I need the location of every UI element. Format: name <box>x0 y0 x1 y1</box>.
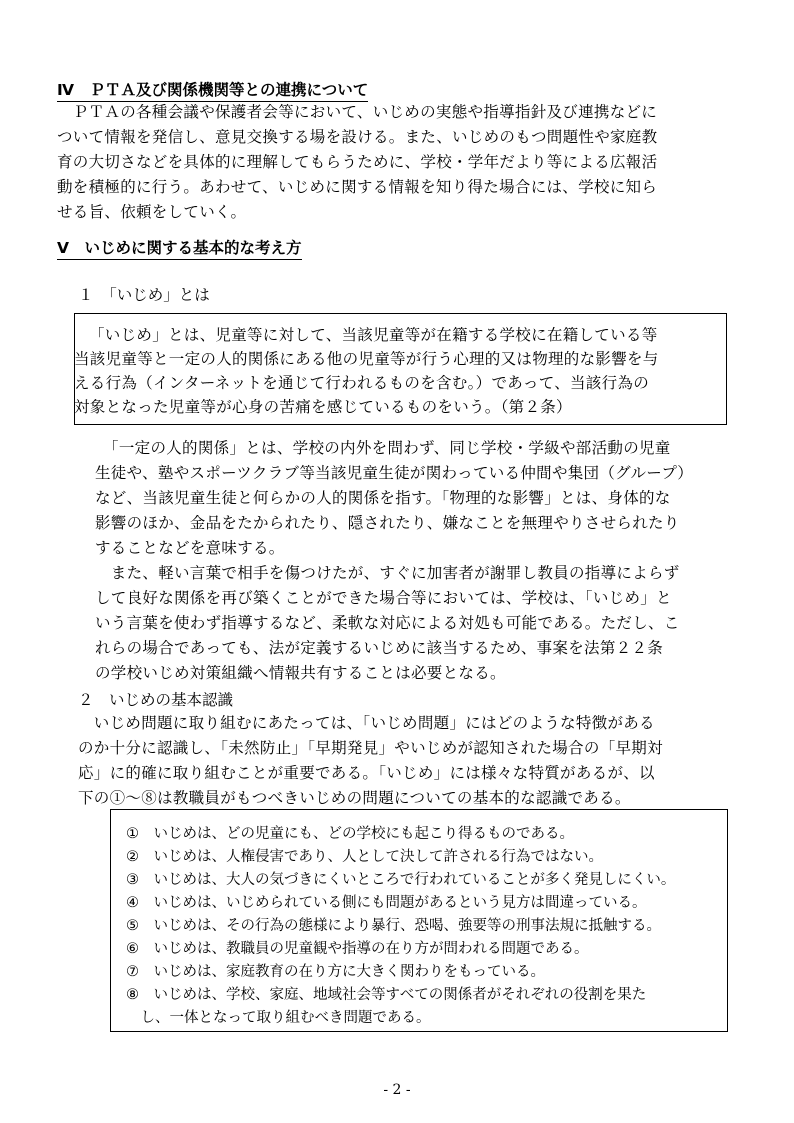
text-line: のか十分に認識し、「未然防止」「早期発見」やいじめが認知された場合の「早期対 <box>78 739 663 757</box>
box-line: 当該児童等と一定の人的関係にある他の児童等が行う心理的又は物理的な影響を与 <box>74 350 659 368</box>
text-line: の学校いじめ対策組織へ情報共有することは必要となる。 <box>95 664 506 682</box>
text-line: 動を積極的に行う。あわせて、いじめに関する情報を知り得た場合には、学校に知ら <box>57 178 658 196</box>
text-line: 応」に的確に取り組むことが重要である。「いじめ」には様々な特質があるが、以 <box>78 764 655 782</box>
section-4-heading: Ⅳ ＰＴＡ及び関係機関等との連携について <box>57 78 368 102</box>
list-item: ⑥ いじめは、教職員の児童観や指導の在り方が問われる問題である。 <box>126 941 589 957</box>
list-item: ⑤ いじめは、その行為の態様により暴行、恐喝、強要等の刑事法規に抵触する。 <box>126 918 661 934</box>
page-number: - 2 - <box>383 1082 411 1098</box>
text-line: など、当該児童生徒と何らかの人的関係を指す。「物理的な影響」とは、身体的な <box>95 489 671 507</box>
subsection-2-title: ２ いじめの基本認識 <box>78 691 234 709</box>
text-line: 「一定の人的関係」とは、学校の内外を問わず、同じ学校・学級や部活動の児童 <box>95 439 671 457</box>
basic-recognition-box <box>110 809 728 1032</box>
box-line: 対象となった児童等が心身の苦痛を感じているものをいう。（第２条） <box>74 398 572 416</box>
text-line: して良好な関係を再び築くことができた場合等においては、学校は、「いじめ」と <box>95 589 672 607</box>
list-item: ③ いじめは、大人の気づきにくいところで行われていることが多く発見しにくい。 <box>126 872 676 888</box>
text-line: することなどを意味する。 <box>95 539 285 557</box>
box-line: 「いじめ」とは、児童等に対して、当該児童等が在籍する学校に在籍している等 <box>89 326 658 344</box>
text-line: 育の大切さなどを具体的に理解してもらうために、学校・学年だより等による広報活 <box>57 153 658 171</box>
text-line: また、軽い言葉で相手を傷つけたが、すぐに加害者が謝罪し教員の指導によらず <box>95 564 680 582</box>
text-line: 生徒や、塾やスポーツクラブ等当該児童生徒が関わっている仲間や集団（グループ） <box>95 464 694 482</box>
list-item: ④ いじめは、いじめられている側にも問題があるという見方は間違っている。 <box>126 895 647 911</box>
text-line: ついて情報を発信し、意見交換する場を設ける。また、いじめのもつ問題性や家庭教 <box>57 128 658 146</box>
text-line: せる旨、依頼をしていく。 <box>57 203 247 221</box>
list-item: ⑦ いじめは、家庭教育の在り方に大きく関わりをもっている。 <box>126 964 545 980</box>
text-line: いじめ問題に取り組むにあたっては、「いじめ問題」にはどのような特徴がある <box>78 714 655 732</box>
subsection-1-title: １ 「いじめ」とは <box>78 286 210 304</box>
text-line: 影響のほか、金品をたかられたり、隠されたり、嫌なことを無理やりさせられたり <box>95 514 680 532</box>
text-line: ＰＴＡの各種会議や保護者会等において、いじめの実態や指導指針及び連携などに <box>57 103 658 121</box>
section-5-heading: Ⅴ いじめに関する基本的な考え方 <box>57 236 302 260</box>
text-line: 下の①～⑧は教職員がもつべきいじめの問題についての基本的な認識である。 <box>78 789 631 807</box>
list-item: ① いじめは、どの児童にも、どの学校にも起こり得るものである。 <box>126 826 574 842</box>
box-line: える行為（インターネットを通じて行われるものを含む。）であって、当該行為の <box>74 374 649 392</box>
list-item: し、一体となって取り組むべき問題である。 <box>126 1010 431 1026</box>
text-line: いう言葉を使わず指導するなど、柔軟な対応による対処も可能である。ただし、こ <box>95 614 680 632</box>
definition-box <box>74 313 727 425</box>
text-line: れらの場合であっても、法が定義するいじめに該当するため、事案を法第２２条 <box>95 639 664 657</box>
list-item: ② いじめは、人権侵害であり、人として決して許される行為ではない。 <box>126 849 603 865</box>
list-item: ⑧ いじめは、学校、家庭、地域社会等すべての関係者がそれぞれの役割を果た <box>126 987 647 1003</box>
